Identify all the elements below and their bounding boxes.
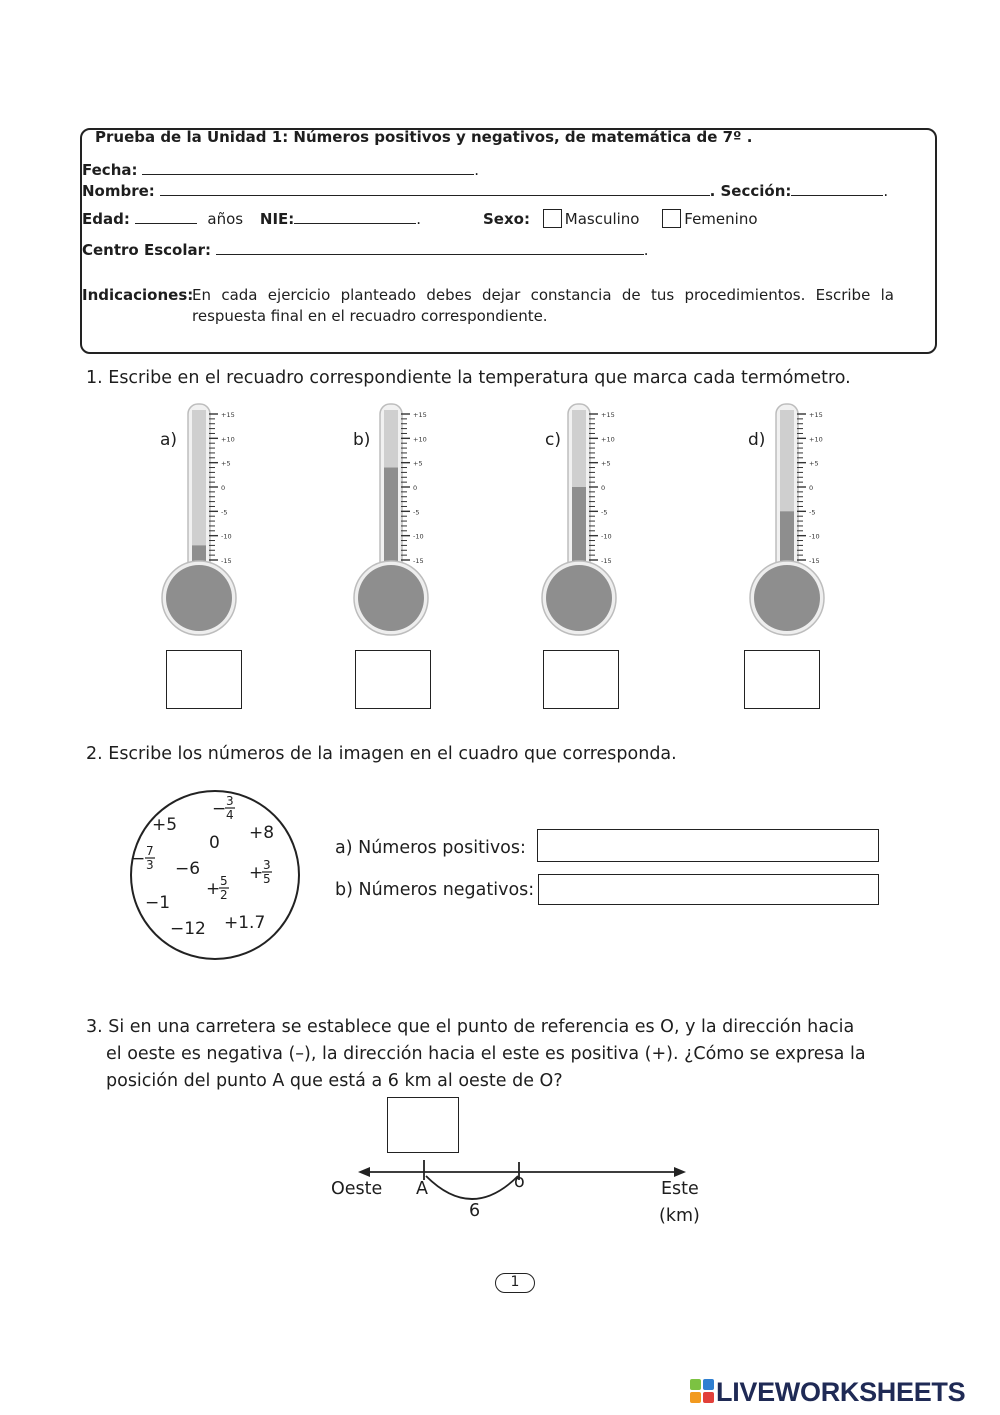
scale-label: -10 bbox=[413, 532, 424, 541]
logo-square-blue bbox=[703, 1379, 714, 1390]
scale-label: -5 bbox=[413, 508, 420, 517]
fraction-denominator: 4 bbox=[226, 808, 234, 822]
positivos-answer-box[interactable] bbox=[537, 829, 879, 862]
test-title: Prueba de la Unidad 1: Números positivos y negativos, de matemática de 7º . bbox=[95, 128, 753, 146]
fraction-numerator: 5 bbox=[220, 874, 228, 888]
negativos-label: b) Números negativos: bbox=[335, 880, 535, 900]
answer-box-a[interactable] bbox=[166, 650, 242, 709]
fraction-sign: − bbox=[131, 849, 146, 869]
thermometer-bulb bbox=[754, 565, 820, 631]
fraction-sign: + bbox=[249, 863, 264, 883]
scale-label: -15 bbox=[809, 557, 820, 565]
scale-label: -5 bbox=[809, 508, 816, 517]
scale-label: +15 bbox=[809, 411, 823, 419]
thermometer-b-label: b) bbox=[353, 430, 371, 450]
fraction-numerator: 7 bbox=[146, 844, 154, 858]
distance-arc bbox=[426, 1176, 518, 1199]
scale-label: +15 bbox=[601, 411, 615, 419]
thermometer-c-label: c) bbox=[545, 430, 561, 450]
scale-label: +5 bbox=[413, 459, 423, 468]
scale-label: -15 bbox=[221, 557, 232, 565]
centro-label: Centro Escolar: bbox=[82, 241, 211, 259]
west-arrow-icon bbox=[358, 1167, 370, 1177]
fecha-label: Fecha: bbox=[82, 161, 138, 179]
fraction-plus-5-2 bbox=[206, 874, 229, 902]
question-3-line-2: el oeste es negativa (–), la dirección hacia el este es positiva (+). ¿Cómo se expresa la bbox=[106, 1044, 866, 1064]
anos-label: años bbox=[207, 210, 244, 228]
liveworksheets-logo-icon bbox=[690, 1379, 714, 1403]
page-number: 1 bbox=[495, 1273, 535, 1293]
distance-label: 6 bbox=[469, 1201, 481, 1221]
logo-square-orange bbox=[690, 1392, 701, 1403]
east-arrow-icon bbox=[674, 1167, 686, 1177]
numbers-circle bbox=[120, 780, 310, 970]
scale-label: -10 bbox=[601, 532, 612, 541]
answer-box-c[interactable] bbox=[543, 650, 619, 709]
number-minus1: −1 bbox=[145, 893, 171, 913]
scale-label: 0 bbox=[221, 484, 226, 492]
scale-label: +5 bbox=[809, 459, 819, 468]
thermometer-bulb bbox=[546, 565, 612, 631]
oeste-label: Oeste bbox=[331, 1179, 383, 1199]
fraction-plus-3-5 bbox=[249, 858, 272, 886]
scale-label: +10 bbox=[601, 435, 615, 444]
scale-label: +5 bbox=[601, 459, 611, 468]
number-minus12: −12 bbox=[170, 919, 206, 939]
fraction-minus-7-3 bbox=[131, 844, 155, 872]
scale-label: -5 bbox=[601, 508, 608, 517]
question-3-line-3: posición del punto A que está a 6 km al oeste de O? bbox=[106, 1071, 563, 1091]
scale-label: -15 bbox=[601, 557, 612, 565]
scale-label: 0 bbox=[809, 484, 814, 492]
thermometer-bulb bbox=[166, 565, 232, 631]
negativos-answer-box[interactable] bbox=[538, 874, 879, 905]
indicaciones-label: Indicaciones: bbox=[82, 286, 194, 304]
fraction-minus-3-4 bbox=[212, 794, 235, 822]
femenino-label: Femenino bbox=[684, 210, 758, 228]
fecha-row: Fecha: . bbox=[82, 161, 480, 179]
answer-box-d[interactable] bbox=[744, 650, 820, 709]
liveworksheets-wordmark: LIVEWORKSHEETS bbox=[716, 1377, 966, 1407]
logo-square-red bbox=[703, 1392, 714, 1403]
nombre-label: Nombre: bbox=[82, 182, 155, 200]
thermometer-bulb bbox=[358, 565, 424, 631]
scale-label: +10 bbox=[413, 435, 427, 444]
thermometer-d-label: d) bbox=[748, 430, 766, 450]
number-minus6: −6 bbox=[175, 859, 201, 879]
number-plus8: +8 bbox=[249, 823, 275, 843]
question-2-text: 2. Escribe los números de la imagen en el cuadro que corresponda. bbox=[86, 744, 677, 764]
question-3-line-1: 3. Si en una carretera se establece que el punto de referencia es O, y la dirección hacia bbox=[86, 1017, 855, 1037]
fraction-sign: − bbox=[212, 799, 227, 819]
number-plus1-7: +1.7 bbox=[224, 913, 266, 933]
question-1-text: 1. Escribe en el recuadro correspondiente la temperatura que marca cada termómetro. bbox=[86, 368, 851, 388]
nombre-row: Nombre: . Sección: . bbox=[82, 182, 889, 200]
point-a-label: A bbox=[416, 1179, 428, 1199]
number-plus5: +5 bbox=[152, 815, 178, 835]
centro-row: Centro Escolar: . bbox=[82, 241, 649, 259]
positivos-label: a) Números positivos: bbox=[335, 838, 526, 858]
scale-label: +10 bbox=[809, 435, 823, 444]
fraction-numerator: 3 bbox=[263, 858, 271, 872]
sexo-label: Sexo: bbox=[483, 210, 530, 228]
number-zero: 0 bbox=[209, 833, 220, 853]
scale-label: +15 bbox=[221, 411, 235, 419]
scale-label: -5 bbox=[221, 508, 228, 517]
fraction-denominator: 2 bbox=[220, 888, 228, 902]
km-label: (km) bbox=[659, 1206, 700, 1226]
fraction-denominator: 5 bbox=[263, 872, 271, 886]
scale-label: +5 bbox=[221, 459, 231, 468]
este-label: Este bbox=[661, 1179, 699, 1199]
scale-label: 0 bbox=[413, 484, 418, 492]
thermometer-a-label: a) bbox=[160, 430, 178, 450]
fraction-numerator: 3 bbox=[226, 794, 234, 808]
fraction-denominator: 3 bbox=[146, 858, 154, 872]
indicaciones-text: En cada ejercicio planteado debes dejar constancia de tus procedimientos. Escribe la respuesta final en el recuadro correspondiente. bbox=[192, 286, 894, 325]
scale-label: -10 bbox=[809, 532, 820, 541]
masculino-label: Masculino bbox=[564, 210, 640, 228]
answer-box-b[interactable] bbox=[355, 650, 431, 709]
scale-label: +10 bbox=[221, 435, 235, 444]
edad-row: Edad: años NIE: . bbox=[82, 210, 422, 228]
scale-label: +15 bbox=[413, 411, 427, 419]
logo-square-green bbox=[690, 1379, 701, 1390]
fraction-sign: + bbox=[206, 879, 221, 899]
point-o-label: o bbox=[514, 1172, 525, 1192]
scale-label: -10 bbox=[221, 532, 232, 541]
position-answer-box[interactable] bbox=[387, 1097, 459, 1153]
scale-label: -15 bbox=[413, 557, 424, 565]
seccion-label: . Sección: bbox=[709, 182, 792, 200]
scale-label: 0 bbox=[601, 484, 606, 492]
edad-label: Edad: bbox=[82, 210, 130, 228]
nie-label: NIE: bbox=[259, 210, 295, 228]
